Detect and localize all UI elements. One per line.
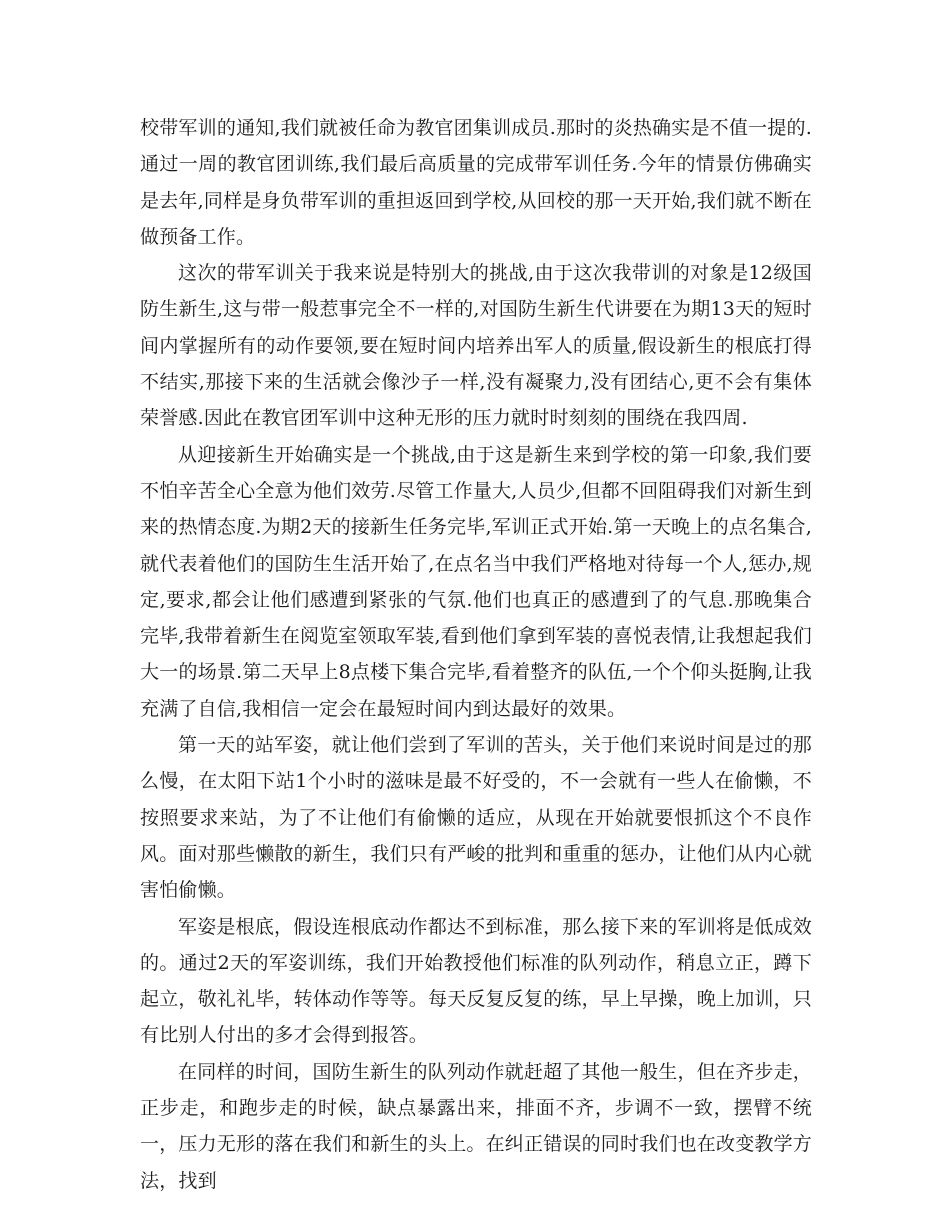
paragraph-3: 从迎接新生开始确实是一个挑战,由于这是新生来到学校的第一印象,我们要不怕辛苦全心全意为他们效劳.尽管工作量大,人员少,但都不回阻碍我们对新生到来的热情态度.为期2天的接新生任务完毕,军训正式开始.第一天晚上的点名集合,就代表着他们的国防生生活开始了,在点名当中我们严格地对待每一个人,惩办,规定,要求,都会让他们感遭到紧张的气氛.他们也真正的感遭到了的气息.那晚集合完毕,我带着新生在阅览室领取军装,看到他们拿到军装的喜悦表情,让我想起我们大一的场景.第二天早上8点楼下集合完毕,看着整齐的队伍,一个个仰头挺胸,让我充满了自信,我相信一定会在最短时间内到达最好的效果。 — [140, 443, 812, 720]
document-body — [140, 110, 812, 1199]
paragraph-2: 这次的带军训关于我来说是特别大的挑战,由于这次我带训的对象是12级国防生新生,这与带一般惹事完全不一样的,对国防生新生代讲要在为期13天的短时间内掌握所有的动作要领,要在短时间内培养出军人的质量,假设新生的根底打得不结实,那接下来的生活就会像沙子一样,没有凝聚力,没有团结心,更不会有集体荣誉感.因此在教官团军训中这种无形的压力就时时刻刻的围绕在我四周. — [140, 262, 812, 430]
paragraph-4: 第一天的站军姿，就让他们尝到了军训的苦头，关于他们来说时间是过的那么慢，在太阳下站1个小时的滋味是最不好受的，不一会就有一些人在偷懒，不按照要求来站，为了不让他们有偷懒的适应，从现在开始就要恨抓这个不良作风。面对那些懒散的新生，我们只有严峻的批判和重重的惩办，让他们从内心就害怕偷懒。 — [140, 734, 813, 902]
paragraph-5: 军姿是根底，假设连根底动作都达不到标准，那么接下来的军训将是低成效的。通过2天的军姿训练，我们开始教授他们标准的队列动作，稍息立正，蹲下起立，敬礼礼毕，转体动作等等。每天反复反复的练，早上早操，晚上加训，只有比别人付出的多才会得到报答。 — [140, 915, 813, 1047]
paragraph-6: 在同样的时间，国防生新生的队列动作就赶超了其他一般生，但在齐步走，正步走，和跑步走的时候，缺点暴露出来，排面不齐，步调不一致，摆臂不统一，压力无形的落在我们和新生的头上。在纠正错误的同时我们也在改变教学方法，找到 — [140, 1060, 813, 1192]
paragraph-1: 校带军训的通知,我们就被任命为教官团集训成员.那时的炎热确实是不值一提的.通过一周的教官团训练,我们最后高质量的完成带军训任务.今年的情景仿佛确实是去年,同样是身负带军训的重担返回到学校,从回校的那一天开始,我们就不断在做预备工作。 — [140, 117, 812, 248]
